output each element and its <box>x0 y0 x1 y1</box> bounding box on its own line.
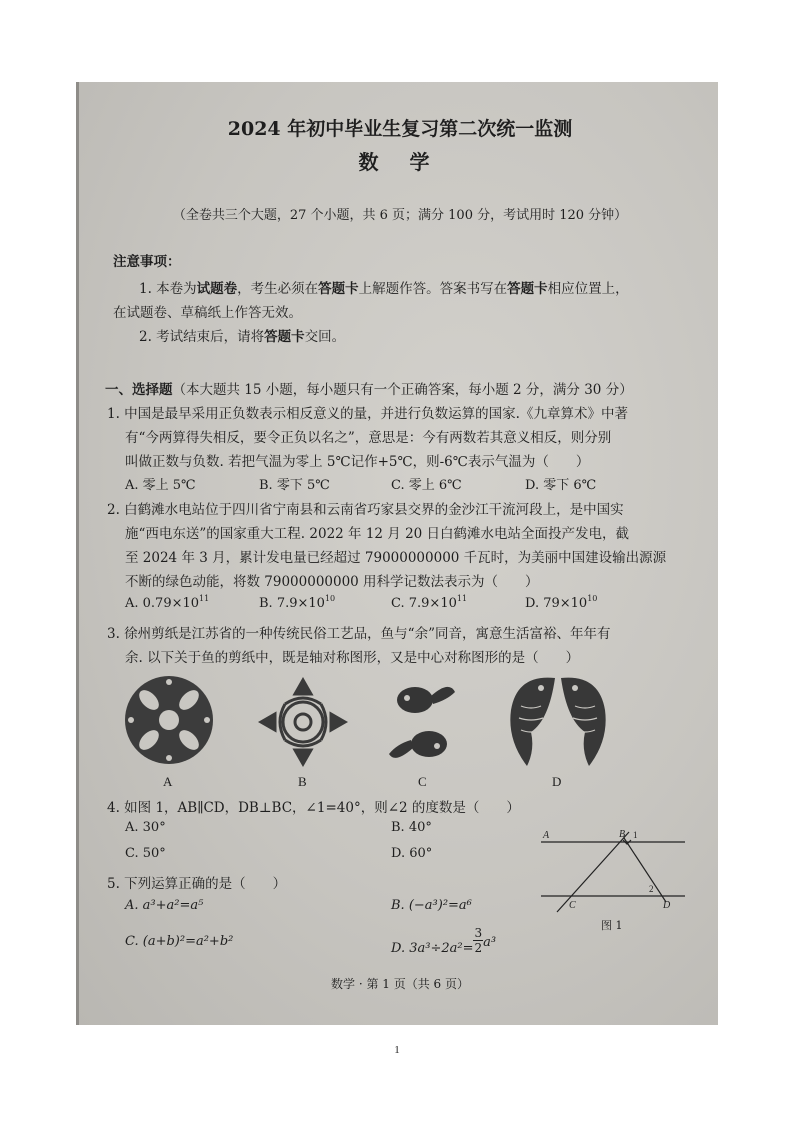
q5-option-a: A. a³+a²=a⁵ <box>125 898 204 913</box>
fraction-numerator: 3 <box>474 926 483 940</box>
q2-option-c-base: C. 7.9×10 <box>391 596 457 611</box>
q2-option-b-exp: 10 <box>324 594 336 603</box>
q2-option-b <box>259 596 335 611</box>
papercut-label-d: D <box>552 774 562 789</box>
q1-option-c: C. 零上 6℃ <box>391 478 462 493</box>
q4-line1: 4. 如图 1，AB∥CD，DB⊥BC，∠1=40°，则∠2 的度数是（ ） <box>107 800 520 816</box>
fig-label-b: B <box>619 829 626 840</box>
notice-item-1 <box>139 277 629 297</box>
papercut-label-b: B <box>298 774 307 789</box>
q5-option-b: B. (−a³)²=a⁶ <box>391 898 472 913</box>
papercut-label-a: A <box>163 774 173 789</box>
fraction <box>473 926 483 955</box>
exam-subject: 数 学 <box>358 150 442 174</box>
notice-item-1-line2: 在试题卷、草稿纸上作答无效。 <box>113 305 302 321</box>
fig-label-d: D <box>663 900 671 911</box>
papercut-fish-d <box>497 670 619 774</box>
q1-option-a: A. 零上 5℃ <box>125 478 196 493</box>
line-bd <box>624 838 666 902</box>
q3-line2: 余. 以下关于鱼的剪纸中，既是轴对称图形，又是中心对称图形的是（ ） <box>125 650 580 666</box>
q2-option-d-base: D. 79×10 <box>525 596 588 611</box>
notice-text: 相应位置上， <box>547 281 629 297</box>
notice-emphasis: 答题卡 <box>264 329 305 345</box>
notice-text: ，考生必须在 <box>237 281 319 297</box>
line-bc <box>557 832 629 912</box>
notice-text: 2. 考试结束后，请将 <box>139 329 265 345</box>
notice-item-2 <box>139 325 345 345</box>
q2-option-d-exp: 10 <box>587 594 598 603</box>
q2-option-b-base: B. 7.9×10 <box>259 596 325 611</box>
notice-text: 1. 本卷为 <box>139 281 197 297</box>
q2-line2: 施“西电东送”的国家重大工程. 2022 年 12 月 20 日白鹤滩水电站全面投产发电，截 <box>125 526 630 542</box>
q3-line1: 3. 徐州剪纸是江苏省的一种传统民俗工艺品，鱼与“余”同音，寓意生活富裕、年年有 <box>107 626 611 642</box>
exam-photo <box>76 82 718 1025</box>
section-title: 一、选择题 <box>105 382 173 398</box>
exam-info: （全卷共三个大题，27 个小题，共 6 页；满分 100 分，考试用时 120 分钟） <box>172 208 628 223</box>
q2-option-d <box>525 596 597 611</box>
section-heading <box>105 378 633 398</box>
fig-label-c: C <box>569 900 576 911</box>
figure-1-caption: 图 1 <box>601 919 623 932</box>
q2-option-a-exp: 11 <box>199 594 210 603</box>
fig-label-2: 2 <box>649 884 654 894</box>
q2-option-c-exp: 11 <box>456 594 468 603</box>
exam-title: 2024 年初中毕业生复习第二次统一监测 <box>227 118 573 140</box>
notice-emphasis: 答题卡 <box>318 281 359 297</box>
section-desc: （本大题共 15 小题，每小题只有一个正确答案，每小题 2 分，满分 30 分） <box>172 382 633 398</box>
q1-option-d: D. 零下 6℃ <box>525 478 597 493</box>
q1-line2: 有“今两算得失相反，要令正负以名之”，意思是：今有两数若其意义相反，则分别 <box>125 430 612 446</box>
q5-option-c: C. (a+b)²=a²+b² <box>125 934 234 949</box>
papercut-fish-c <box>385 674 461 774</box>
notice-text: 上解题作答。答案书写在 <box>358 281 508 297</box>
papercut-fish-a <box>119 670 219 778</box>
notice-emphasis: 试题卷 <box>196 281 238 297</box>
q2-line3: 至 2024 年 3 月，累计发电量已经超过 79000000000 千瓦时，为美丽中国建设输出源源 <box>125 550 667 566</box>
notice-emphasis: 答题卡 <box>507 281 548 297</box>
q2-option-a-base: A. 0.79×10 <box>125 596 200 611</box>
fig-label-1: 1 <box>633 830 638 840</box>
q2-option-a <box>125 596 209 611</box>
notice-text: 交回。 <box>304 329 346 345</box>
q5-option-d-pre: D. 3a³÷2a²= <box>391 941 474 956</box>
notice-heading: 注意事项： <box>113 254 181 270</box>
q2-line4: 不断的绿色动能，将数 79000000000 用科学记数法表示为（ ） <box>125 574 539 590</box>
q4-option-d: D. 60° <box>391 846 433 861</box>
papercut-fish-b <box>255 672 351 772</box>
q4-option-c: C. 50° <box>125 846 166 861</box>
q5-option-d <box>391 926 496 955</box>
q2-option-c <box>391 596 467 611</box>
q2-line1: 2. 白鹤滩水电站位于四川省宁南县和云南省巧家县交界的金沙江干流河段上，是中国实 <box>107 502 624 518</box>
q5-option-d-post: a³ <box>483 935 497 950</box>
q5-line1: 5. 下列运算正确的是（ ） <box>107 876 287 892</box>
papercut-label-c: C <box>418 774 427 789</box>
q4-option-b: B. 40° <box>391 820 432 835</box>
fig-label-a: A <box>543 830 550 841</box>
page-footer: 数学 · 第 1 页（共 6 页） <box>331 977 469 991</box>
q1-line3: 叫做正数与负数. 若把气温为零上 5℃记作+5℃，则-6℃表示气温为（ ） <box>125 454 590 470</box>
fraction-denominator: 2 <box>474 941 483 955</box>
q1-option-b: B. 零下 5℃ <box>259 478 330 493</box>
page-number: 1 <box>394 1044 400 1056</box>
q4-option-a: A. 30° <box>125 820 166 835</box>
q1-line1: 1. 中国是最早采用正负数表示相反意义的量，并进行负数运算的国家.《九章算术》中著 <box>107 406 628 422</box>
